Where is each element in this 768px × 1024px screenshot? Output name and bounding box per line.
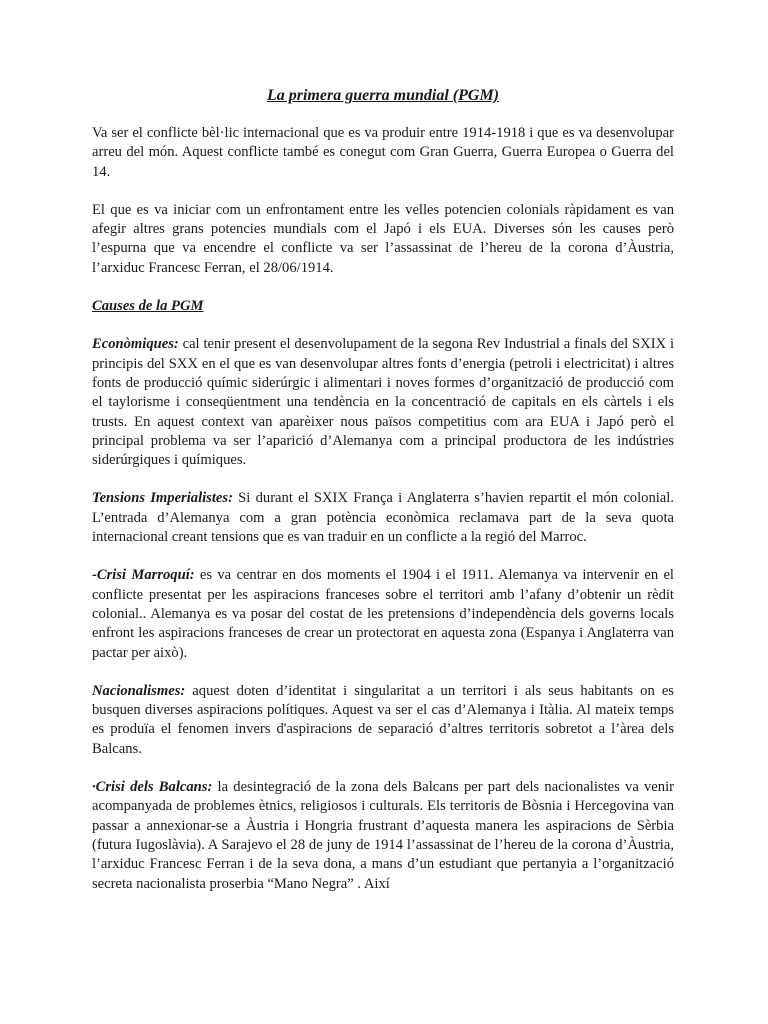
cause-economiques	[92, 335, 674, 470]
cause-text: aquest doten d’identitat i singularitat a un territori i als seus habitants on es busquen diverses aspiracions polítiques. Aquest va ser el cas d’Alemanya i Itàlia. Al mateix temps es produïa el fenomen invers d'aspiracions de separació d’altres territoris sobretot a l’àrea dels Balcans.	[92, 682, 674, 757]
document-title: La primera guerra mundial (PGM)	[266, 87, 499, 104]
cause-term: Nacionalismes:	[92, 682, 186, 699]
causes-heading: Causes de la PGM	[92, 298, 204, 315]
document-page	[92, 86, 674, 913]
cause-tensions-imperialistes	[92, 489, 674, 547]
cause-text: la desintegració de la zona dels Balcans per part dels nacionalistes va venir acompanyada de problemes ètnics, religiosos i culturals. Els territoris de Bòsnia i Hercegovina van passar a annexionar-se a Àustria i Hongria frustrant d’aquesta manera les aspiracions de Sèrbia (futura Iugoslàvia). A Sarajevo el 28 de juny de 1914 l’assassinat de l’hereu de la corona d’Àustria, l’arxiduc Francesc Ferran i de la seva dona, a mans d’un estudiant que pertanyia a l’organització secreta nacionalista proserbia “Mano Negra” . Així	[92, 779, 674, 892]
cause-text: es va centrar en dos moments el 1904 i el 1911. Alemanya va intervenir en el conflicte presentat per les aspiracions franceses sobre el territori amb l’afany d’obtenir un rèdit colonial.. Alemanya es va posar del costat de les pretensions d’independència dels governs locals enfront les aspiracions franceses de crear un protectorat en aquesta zona (Espanya i Anglaterra van pactar per això).	[92, 567, 674, 661]
cause-text: cal tenir present el desenvolupament de la segona Rev Industrial a finals del SXIX i principis del SXX en el que es van desenvolupar altres fonts d’energia (petroli i electricitat) i altres fonts de producció químic siderúrgic i alimentari i noves formes d’organització de producció com el taylorisme i conseqüentment una tendència en la concentració de capitals en els càrtels i els trusts. En aquest context van aparèixer nous països competitius com ara EUA i Japó però el principal problema va ser l’aparició d’Alemanya com a principal productora de les indústries siderúrgiques i químiques.	[92, 336, 674, 469]
intro-paragraph-1: Va ser el conflicte bèl·lic internacional que es va produir entre 1914-1918 i que es va desenvolupar arreu del món. Aquest conflicte també es conegut com Gran Guerra, Guerra Europea o Guerra del 14.	[92, 125, 674, 180]
cause-term: -Crisi Marroquí:	[92, 567, 195, 584]
cause-nacionalismes	[92, 682, 674, 759]
cause-term: ·Crisi dels Balcans:	[92, 779, 213, 796]
cause-term: Tensions Imperialistes:	[92, 490, 233, 507]
cause-crisi-marroqui	[92, 566, 674, 662]
cause-term: Econòmiques:	[92, 336, 179, 353]
cause-text: Si durant el SXIX França i Anglaterra s’havien repartit el món colonial. L’entrada d’Alemanya com a gran potència econòmica reclamava part de la seva quota internacional creant tensions que es van traduir en un conflicte a la regió del Marroc.	[92, 490, 674, 546]
intro-paragraph-2: El que es va iniciar com un enfrontament entre les velles potencien colonials ràpidament es van afegir altres grans potencies mundials com el Japó i els EUA. Diverses són les causes però l’espurna que va encendre el conflicte va ser l’assassinat de l’hereu de la corona d’Àustria, l’arxiduc Francesc Ferran, el 28/06/1914.	[92, 201, 674, 276]
cause-crisi-balcans	[92, 778, 674, 894]
